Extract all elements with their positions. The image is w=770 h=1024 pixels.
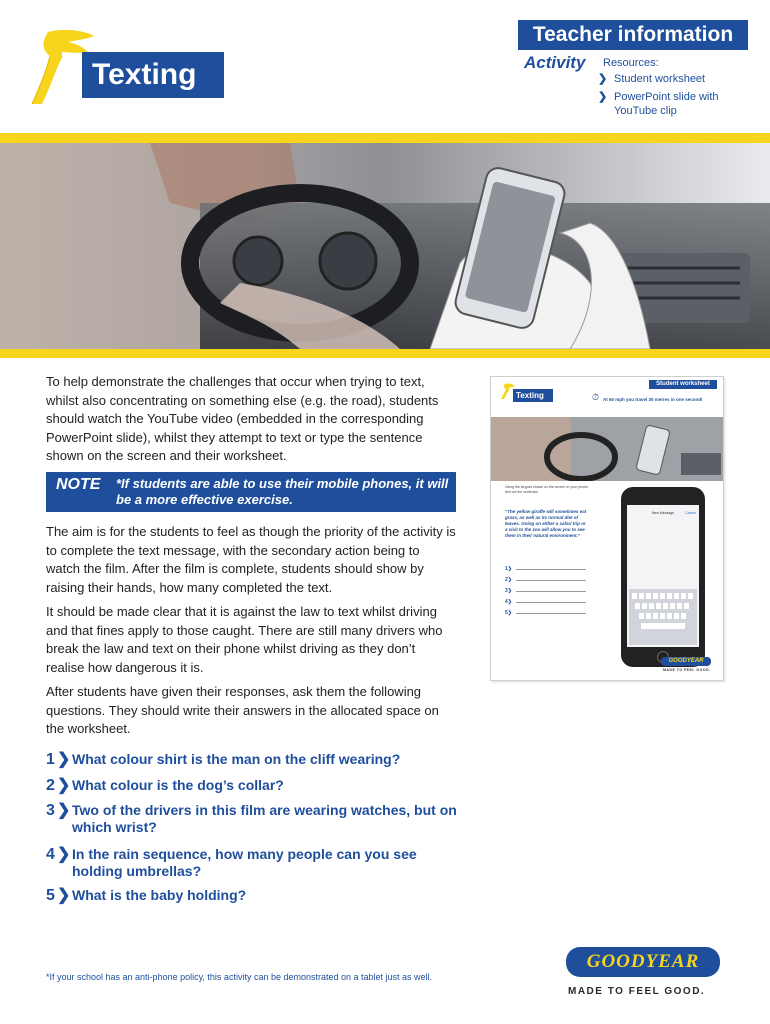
yellow-divider-top (0, 133, 770, 143)
worksheet-tagline: MADE TO FEEL GOOD. (663, 668, 711, 672)
law-paragraph: It should be made clear that it is against the law to text whilst driving and that fines apply to those caught. There are still many drivers who break the law and text on their phone whilst driving as they don’t realise how dangerous it is. (46, 604, 443, 675)
answer-line: 4❯ (505, 599, 586, 605)
instructions-paragraph: After students have given their responses, ask them the following questions. They should write their answers in the allocated space on the worksheet. (46, 684, 439, 737)
worksheet-quote: “The yellow giraffe will sometimes eat grass, as well as its normal diet of leaves. Going on either a safari trip or a visit to the zoo will allow you to see them in their natural environment.” (505, 509, 587, 538)
note-text: *If students are able to use their mobile phones, it will be a more effective exercise. (116, 476, 449, 507)
worksheet-instructions: Using the keypad shown on the screen or your phone, text out the sentence: (505, 485, 589, 494)
question-item: 3 ❯ Two of the drivers in this film are wearing watches, but on which wrist? (46, 802, 457, 835)
teacher-information-banner: Teacher information (518, 20, 748, 50)
question-item: 2 ❯ What colour is the dog’s collar? (46, 777, 284, 794)
answer-line: 5❯ (505, 610, 586, 616)
chevron-right-icon: ❯ (598, 91, 608, 103)
phone-keyboard (629, 589, 697, 645)
intro-paragraph: To help demonstrate the challenges that occur when trying to text, whilst also concentrating on something else (e.g. the road), students should watch the YouTube video (embedded in the corresponding PowerPoint slide), whilst they attempt to text or type the sentence shown on the screen and their worksheet. (46, 374, 439, 464)
chevron-right-icon: ❯ (57, 846, 71, 863)
question-item: 4 ❯ In the rain sequence, how many people can you see holding umbrellas? (46, 846, 417, 879)
hero-photo-texting-driver (0, 143, 770, 349)
question-item: 1 ❯ What colour shirt is the man on the cliff wearing? (46, 751, 401, 768)
note-box (46, 472, 456, 512)
chevron-right-icon: ❯ (57, 802, 71, 819)
activity-label: Activity (524, 53, 586, 72)
chevron-right-icon: ❯ (598, 73, 608, 85)
resources-label: Resources: (603, 57, 659, 69)
answer-line: 1❯ (505, 566, 586, 572)
note-label: NOTE (56, 476, 101, 493)
worksheet-subtitle: At 60 mph you travel 30 metres in one second! (603, 397, 703, 402)
question-item: 5 ❯ What is the baby holding? (46, 887, 247, 904)
phone-illustration (621, 487, 705, 667)
aim-paragraph: The aim is for the students to feel as though the priority of the activity is to complete the text message, with the secondary action being to watch the film. After the film is complete, students should show by raising their hands, how many completed the text. (46, 524, 456, 595)
yellow-divider-bottom (0, 349, 770, 358)
chevron-right-icon: ❯ (57, 751, 71, 768)
page-title: Texting (82, 52, 224, 98)
worksheet-header: Student worksheet (649, 380, 717, 389)
phone-cancel: Cancel (685, 511, 696, 515)
goodyear-logo: GOODYEAR (566, 947, 720, 977)
worksheet-title: Texting (513, 389, 553, 402)
resource-item: ❯ PowerPoint slide with YouTube clip (598, 91, 719, 117)
phone-message-header: New Message (651, 511, 675, 515)
answer-line: 2❯ (505, 577, 586, 583)
worksheet-goodyear-logo: GOODYEAR (661, 657, 711, 666)
chevron-right-icon: ❯ (57, 777, 71, 794)
student-worksheet-thumbnail (490, 376, 724, 681)
chevron-right-icon: ❯ (57, 887, 71, 904)
worksheet-photo (491, 417, 724, 481)
resource-item: ❯ Student worksheet (598, 73, 706, 85)
answer-line: 3❯ (505, 588, 586, 594)
goodyear-tagline: MADE TO FEEL GOOD. (568, 986, 706, 997)
footnote: *If your school has an anti-phone policy, this activity can be demonstrated on a tablet just as well. (46, 972, 433, 982)
stopwatch-icon: ⏱ (592, 392, 600, 402)
